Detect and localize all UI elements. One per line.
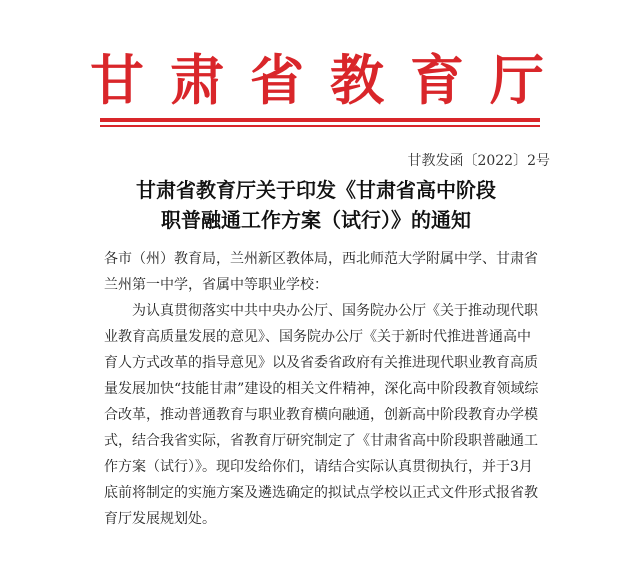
document-body: [104, 246, 540, 532]
masthead-rule-thick: [100, 118, 540, 122]
body-paragraph: 为认真贯彻落实中共中央办公厅、国务院办公厅《关于推动现代职业教育高质量发展的意见》、国务院办公厅《关于新时代推进普通高中育人方式改革的指导意见》以及省委省政府有关推进现代职业教育高质量发展加快“技能甘肃”建设的相关文件精神，深化高中阶段教育领域综合改革，推动普通教育与职业教育横向融通，创新高中阶段教育办学模式，结合我省实际，省教育厅研究制定了《甘肃省高中阶段职普融通工作方案（试行）》。现印发给你们，请结合实际认真贯彻执行，并于3月底前将制定的实施方案及遴选确定的拟试点学校以正式文件形式报省教育厅发展规划处。: [104, 303, 539, 527]
document-number: 甘教发函〔2022〕2号: [407, 153, 550, 169]
title-line-1: 甘肃省教育厅关于印发《甘肃省高中阶段: [136, 178, 496, 202]
masthead-title: 甘肃省教育厅: [90, 48, 570, 112]
masthead-rule-thin: [100, 125, 540, 127]
addressee: 各市（州）教育局，兰州新区教体局，西北师范大学附属中学、甘肃省兰州第一中学，省属中等职业学校：: [104, 251, 538, 293]
document-title: [96, 175, 536, 235]
title-line-2: 职普融通工作方案（试行）》的通知: [161, 208, 471, 232]
